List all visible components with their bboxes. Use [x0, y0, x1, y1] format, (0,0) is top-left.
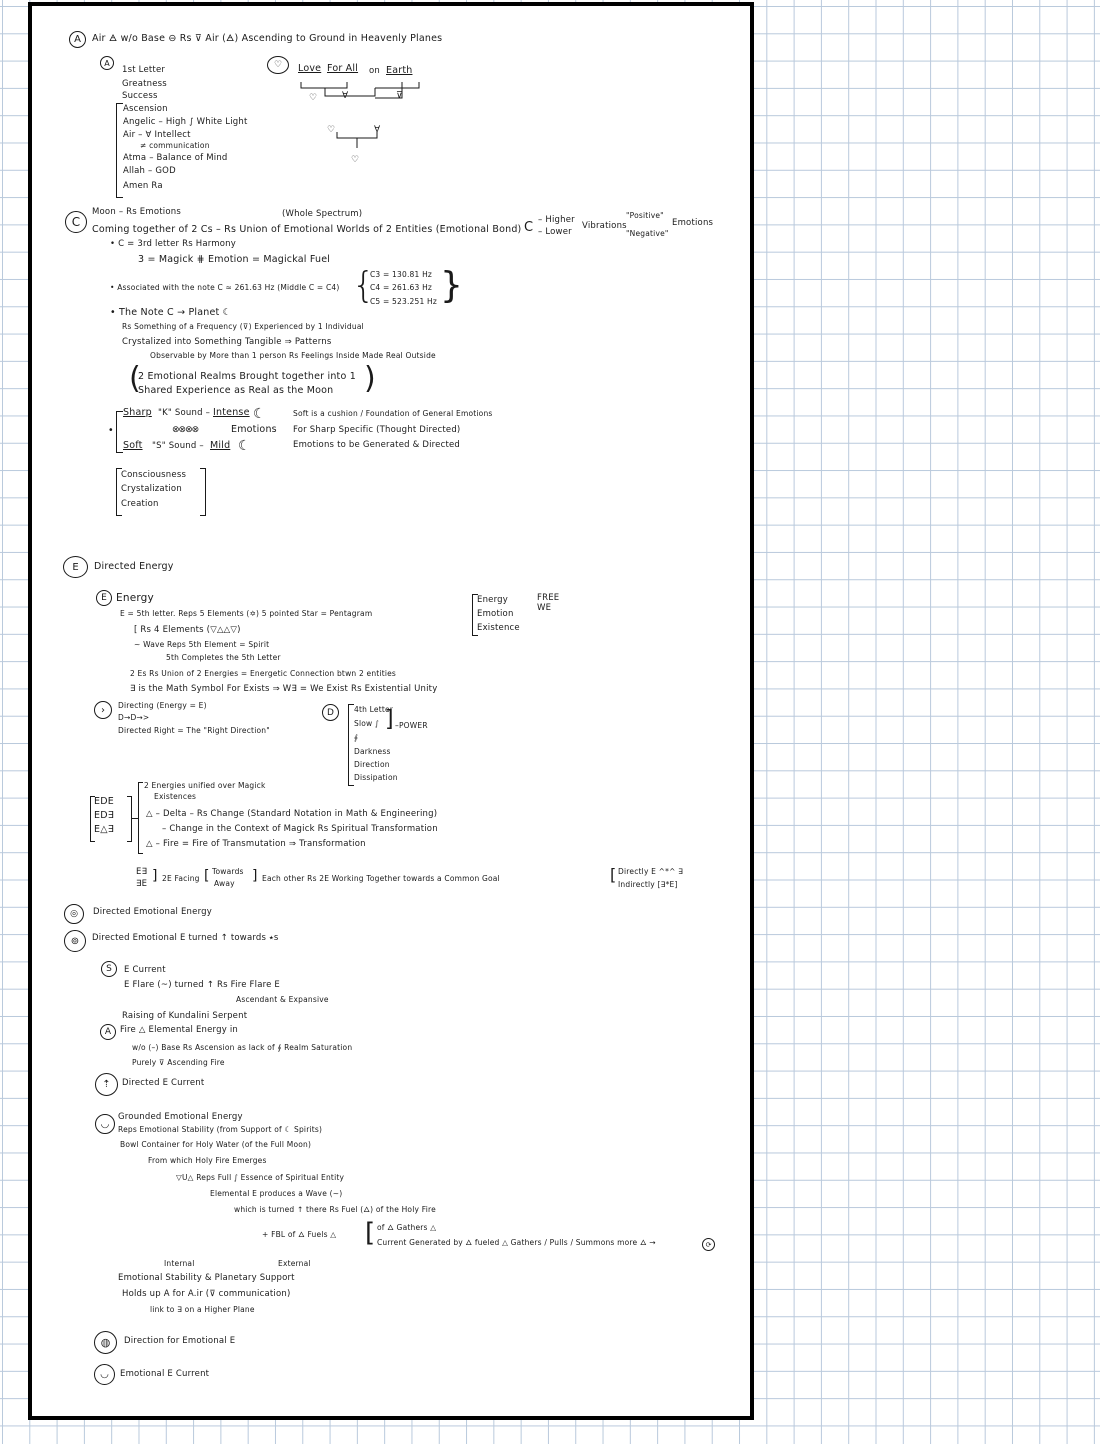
bracket [127, 796, 132, 842]
exists-line: ∃ is the Math Symbol For Exists ⇒ W∃ = We Exist Rs Existential Unity [130, 684, 438, 694]
e5th-line: E = 5th letter. Reps 5 Elements (✡) 5 pointed Star = Pentagram [120, 609, 373, 618]
purely-line: Purely ⊽ Ascending Fire [132, 1058, 225, 1067]
from-which-line: From which Holy Fire Emerges [148, 1156, 267, 1165]
freq-c3: C3 = 130.81 Hz [370, 270, 433, 279]
circled-a-small-icon [100, 56, 114, 70]
current-title: E Current [124, 965, 166, 975]
e-symbol-bottom: ∃E [136, 879, 148, 889]
soft-note-3: Emotions to be Generated & Directed [293, 440, 461, 450]
directed-right-line: Directed Right = The "Right Direction" [118, 726, 270, 735]
love-word: Love [298, 63, 322, 74]
svg-text:♡: ♡ [309, 93, 318, 103]
c-symbol: C [524, 220, 534, 235]
a-section-title: Air 🜁 w/o Base ⊖ Rs ⊽ Air (🜁) Ascending to Ground in Heavenly Planes [92, 33, 443, 44]
s-sound: "S" Sound – [152, 441, 204, 451]
realms-line-1: 2 Emotional Realms Brought together into 1 [138, 371, 356, 382]
svg-text:♡: ♡ [351, 155, 360, 165]
freq-c4: C4 = 261.63 Hz [370, 283, 433, 292]
higher-label: – Higher [538, 215, 575, 225]
directed-energy-title: Directed Energy [94, 561, 174, 572]
link-line: link to ∃ on a Higher Plane [150, 1305, 255, 1314]
something-freq-line: Rs Something of a Frequency (⊽) Experienced by 1 Individual [122, 322, 364, 331]
emotional-current-line: Emotional E Current [120, 1369, 210, 1379]
ccc-item: Creation [121, 499, 159, 509]
emotions-label: Emotions [672, 218, 714, 228]
whole-spectrum-note: (Whole Spectrum) [282, 209, 363, 219]
power-text: POWER [398, 721, 428, 730]
energies-line-2: Existences [154, 792, 197, 801]
circled-c-icon [65, 211, 87, 233]
swirl-icon: ⟳ [702, 1238, 715, 1251]
bracket-right: ] [385, 707, 394, 732]
ascendant-line: Ascendant & Expansive [236, 995, 329, 1004]
e-symbol-top: E∃ [136, 867, 148, 877]
symbol-label: A [104, 1027, 112, 1037]
symbol-label: S [106, 964, 112, 974]
magick-line: 3 = Magick ⋕ Emotion = Magickal Fuel [138, 254, 331, 265]
flare-line: E Flare (~) turned ↑ Rs Fire Flare E [124, 980, 281, 990]
k-sound: "K" Sound – [158, 408, 211, 418]
soft-note-2: For Sharp Specific (Thought Directed) [293, 425, 461, 435]
facing-label: 2E Facing [162, 874, 200, 883]
scribble-icon: ⊗⊗⊗⊗ [172, 425, 199, 435]
on-word: on [369, 66, 380, 76]
sharp-word: Sharp [123, 407, 152, 418]
bowl-line: Bowl Container for Holy Water (of the Full Moon) [120, 1140, 312, 1149]
indirectly-label: Indirectly [∃*E] [618, 880, 678, 889]
list-item: Atma – Balance of Mind [123, 153, 228, 163]
heart-circle-icon: ♡ [267, 56, 289, 74]
ede-item: ED∃ [94, 810, 114, 821]
turned-line: Directed Emotional E turned ↑ towards ⭑s [92, 933, 279, 943]
fire-title: Fire △ Elemental Energy in [120, 1025, 238, 1035]
d-list-item: ∮ [354, 733, 359, 742]
notebook-page [28, 2, 754, 1420]
svg-text:♡: ♡ [327, 125, 336, 135]
bullet-note-c: • The Note C → Planet ☾ [110, 307, 232, 318]
svg-text:∀: ∀ [342, 91, 349, 101]
soft-word: Soft [123, 440, 143, 451]
energy-subtitle: Energy [116, 592, 154, 604]
circled-drop-icon: ◍ [94, 1331, 117, 1354]
current-gen-line: Current Generated by 🜂 fueled △ Gathers / Pulls / Summons more 🜂 → [377, 1238, 656, 1247]
energies-line-1: 2 Energies unified over Magick [144, 781, 266, 790]
stability-line: Emotional Stability & Planetary Support [118, 1273, 295, 1283]
we-word: WE [537, 603, 552, 613]
c-section-header: Moon – Rs Emotions [92, 207, 181, 217]
away-label: Away [214, 879, 235, 888]
circled-wave-icon: ◡ [94, 1364, 115, 1385]
bracket [116, 411, 123, 453]
intense-word: Intense [213, 407, 250, 418]
list-item: Angelic – High ∫ White Light [123, 117, 248, 127]
circled-up-arrow-icon: ⇡ [95, 1073, 118, 1096]
ccc-item: Crystalization [121, 484, 182, 494]
reps-line: Reps Emotional Stability (from Support of ☾ Spirits) [118, 1125, 323, 1134]
rs4-line: [ Rs 4 Elements (▽△△▽) [134, 625, 241, 635]
ede-item: EDE [94, 796, 114, 807]
free-list-item: Energy [477, 595, 508, 605]
each-other-line: Each other Rs 2E Working Together towards a Common Goal [262, 874, 500, 883]
vua-line: ▽U△ Reps Full ∫ Essence of Spiritual Entity [176, 1173, 345, 1182]
raising-line: Raising of Kundalini Serpent [122, 1011, 248, 1021]
list-item: Air – ∀ Intellect [123, 130, 191, 140]
d-list-item: 4th Letter [354, 705, 394, 714]
directly-label: Directly E ^*^ ∃ [618, 867, 684, 876]
list-item: ≠ communication [140, 141, 210, 150]
bracket-right: ] [252, 868, 258, 884]
moon-icon: ☾ [253, 406, 266, 422]
symbol-label: A [104, 58, 110, 68]
negative-label: "Negative" [626, 229, 669, 238]
svg-text:⊽: ⊽ [396, 91, 403, 101]
coming-together-line: Coming together of 2 Cs – Rs Union of Emotional Worlds of 2 Entities (Emotional Bond) [92, 224, 522, 235]
bullet-assoc: • Associated with the note C ≈ 261.63 Hz (Middle C = C4) [110, 283, 340, 292]
bracket-right: ] [152, 868, 158, 884]
bracket-left: [ [204, 868, 210, 884]
power-label: –POWER [395, 721, 428, 730]
circled-e-small-icon: E [96, 590, 112, 606]
circled-bowl-icon: ◡ [95, 1114, 115, 1134]
c3rd-text: C = 3rd letter Rs Harmony [118, 239, 236, 249]
circled-a-icon [100, 1024, 116, 1040]
svg-text:∀: ∀ [374, 125, 381, 135]
circled-drop-icon: ⊚ [64, 930, 86, 952]
crystalized-line: Crystalized into Something Tangible ⇒ Patterns [122, 337, 332, 347]
list-item: Success [122, 91, 158, 101]
grounded-title: Grounded Emotional Energy [118, 1112, 243, 1122]
circled-arrow-icon: › [94, 701, 112, 719]
circled-current-icon: ◎ [64, 904, 84, 924]
five-completes-line: 5th Completes the 5th Letter [166, 653, 281, 662]
bracket [138, 782, 143, 854]
circled-e-arrow-icon [63, 556, 88, 578]
list-item: Amen Ra [123, 181, 163, 191]
free-word: FREE [537, 593, 560, 603]
moon-icon: ☾ [238, 438, 251, 454]
elemental-line: Elemental E produces a Wave (~) [210, 1189, 343, 1198]
directing-line: Directing (Energy = E) [118, 701, 207, 710]
paren-close: ) [364, 361, 376, 396]
bracket [116, 103, 123, 198]
bracket-left: [ [365, 1218, 376, 1248]
bullet-dot: • [108, 425, 114, 436]
list-item: Greatness [122, 79, 167, 89]
delta-line: △ – Delta – Rs Change (Standard Notation in Math & Engineering) [146, 809, 438, 819]
realms-line-2: Shared Experience as Real as the Moon [138, 385, 334, 396]
soft-note-1: Soft is a cushion / Foundation of General Emotions [293, 409, 493, 418]
d-list-item: Dissipation [354, 773, 398, 782]
emotions-word: Emotions [231, 424, 277, 435]
d-arrow-line: D→D→> [118, 713, 150, 722]
symbol-label: A [74, 34, 81, 45]
fbl-line: + FBL of 🜂 Fuels △ [262, 1230, 337, 1239]
internal-label: Internal [164, 1259, 195, 1268]
direction-line: Direction for Emotional E [124, 1336, 236, 1346]
two-es-line: 2 Es Rs Union of 2 Energies = Energetic Connection btwn 2 entities [130, 669, 397, 678]
bullet-c3rd: • C = 3rd letter Rs Harmony [110, 239, 236, 249]
wo-base-line: w/o (–) Base Rs Ascension as lack of ∮ Realm Saturation [132, 1043, 353, 1052]
circled-s-icon [101, 961, 117, 977]
towards-label: Towards [212, 867, 244, 876]
ede-item: E△∃ [94, 824, 114, 835]
brace-open: { [352, 265, 376, 306]
vibrations-label: Vibrations [582, 221, 627, 231]
for-all-word: For All [327, 63, 359, 74]
symbol-label: E [72, 561, 79, 573]
note-c-text: The Note C → Planet ☾ [119, 307, 232, 318]
d-list-item: Darkness [354, 747, 391, 756]
bracket-left: [ [610, 865, 617, 884]
freq-c5: C5 = 523.251 Hz [370, 297, 438, 306]
symbol-label: C [71, 215, 81, 229]
of-gathers-line: of 🜂 Gathers △ [377, 1223, 437, 1232]
change-line: – Change in the Context of Magick Rs Spiritual Transformation [162, 824, 438, 834]
earth-word: Earth [386, 65, 413, 76]
list-item: Allah – GOD [123, 166, 176, 176]
d-list-item: Slow ∫ [354, 719, 380, 728]
paren-open: ( [129, 361, 141, 396]
holds-line: Holds up A for A.ir (⊽ communication) [122, 1289, 291, 1299]
external-label: External [278, 1259, 311, 1268]
free-list-item: Existence [477, 623, 520, 633]
lower-label: – Lower [538, 227, 572, 237]
wave-line: ~ Wave Reps 5th Element = Spirit [134, 640, 270, 649]
which-line: which is turned ↑ there Rs Fuel (🜂) of the Holy Fire [234, 1205, 436, 1214]
ccc-item: Consciousness [121, 470, 187, 480]
free-list-item: Emotion [477, 609, 514, 619]
directed-current-line: Directed E Current [122, 1078, 205, 1088]
assoc-text: Associated with the note C ≈ 261.63 Hz (Middle C = C4) [117, 283, 340, 292]
love-tree-diagram [297, 76, 447, 171]
bracket [200, 468, 206, 516]
circled-a-icon [69, 31, 86, 48]
positive-label: "Positive" [626, 211, 664, 220]
list-item: Ascension [123, 104, 168, 114]
brace-close: } [440, 265, 464, 306]
list-item: 1st Letter [122, 65, 166, 75]
observable-line: Observable by More than 1 person Rs Feelings Inside Made Real Outside [150, 351, 436, 360]
directed-emotional-line: Directed Emotional Energy [93, 907, 212, 917]
symbol-label: D [327, 707, 334, 718]
fire-line: △ – Fire = Fire of Transmutation ⇒ Transformation [146, 839, 366, 849]
mild-word: Mild [210, 440, 231, 451]
d-list-item: Direction [354, 760, 390, 769]
circled-d-icon [322, 704, 339, 721]
